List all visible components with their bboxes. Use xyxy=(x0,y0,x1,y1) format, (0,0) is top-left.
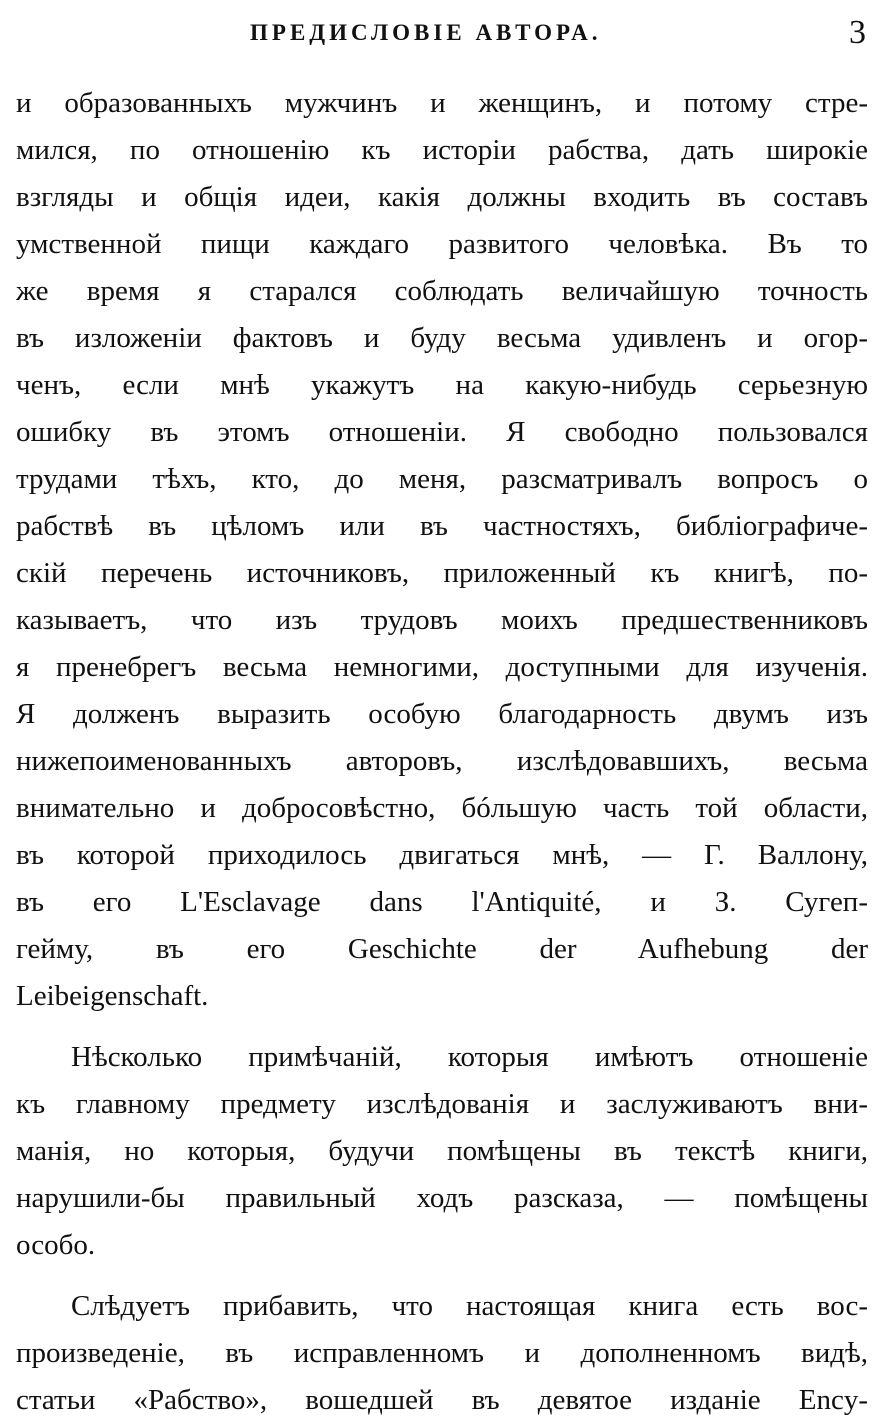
text-line: я пренебрегъ весьма немногими, доступными для изученія. xyxy=(16,651,868,683)
body-text xyxy=(16,80,868,1424)
text-line: манія, но которыя, будучи помѣщены въ текстѣ книги, xyxy=(16,1135,868,1167)
text-line: Слѣдуетъ прибавить, что настоящая книга есть вос- xyxy=(71,1290,868,1322)
text-line: взгляды и общія идеи, какія должны входить въ составъ xyxy=(16,181,868,213)
text-line: нижепоименованныхъ авторовъ, изслѣдовавшихъ, весьма xyxy=(16,745,868,777)
text-line: и образованныхъ мужчинъ и женщинъ, и потому стре- xyxy=(16,87,868,119)
text-line: статьи «Рабство», вошедшей въ девятое изданіе Ency- xyxy=(16,1384,868,1416)
text-line: Я долженъ выразить особую благодарность двумъ изъ xyxy=(16,698,868,730)
running-header xyxy=(0,14,884,54)
text-line: произведеніе, въ исправленномъ и дополненномъ видѣ, xyxy=(16,1337,868,1369)
paragraph-3 xyxy=(16,1283,868,1424)
text-line: къ главному предмету изслѣдованія и заслуживаютъ вни- xyxy=(16,1088,868,1120)
text-line: внимательно и добросовѣстно, бóльшую часть той области, xyxy=(16,792,868,824)
paragraph-gap xyxy=(16,1020,868,1034)
text-line: Leibeigenschaft. xyxy=(16,980,209,1012)
running-header-title: ПРЕДИСЛОВІЕ АВТОРА. xyxy=(250,20,602,45)
text-line: нарушили-бы правильный ходъ разсказа, — помѣщены xyxy=(16,1182,868,1214)
text-line: скій перечень источниковъ, приложенный къ книгѣ, по- xyxy=(16,557,868,589)
text-line: гейму, въ его Geschichte der Aufhebung der xyxy=(16,933,868,965)
paragraph-gap xyxy=(16,1269,868,1283)
text-line: особо. xyxy=(16,1229,96,1261)
text-line: же время я старался соблюдать величайшую точность xyxy=(16,275,868,307)
text-line: ошибку въ этомъ отношеніи. Я свободно пользовался xyxy=(16,416,868,448)
text-line: въ его L'Esclavage dans l'Antiquité, и З. Сугеп- xyxy=(16,886,868,918)
text-line: въ изложеніи фактовъ и буду весьма удивленъ и огор- xyxy=(16,322,868,354)
text-line: умственной пищи каждаго развитого человѣка. Въ то xyxy=(16,228,868,260)
text-line: трудами тѣхъ, кто, до меня, разсматривалъ вопросъ о xyxy=(16,463,868,495)
paragraph-1 xyxy=(16,80,868,1020)
paragraph-2 xyxy=(16,1034,868,1269)
text-line: мился, по отношенію къ исторіи рабства, дать широкіе xyxy=(16,134,868,166)
text-line: ченъ, если мнѣ укажутъ на какую-нибудь серьезную xyxy=(16,369,868,401)
page-number: 3 xyxy=(849,14,866,51)
text-line: въ которой приходилось двигаться мнѣ, — Г. Валлону, xyxy=(16,839,868,871)
text-line: казываетъ, что изъ трудовъ моихъ предшественниковъ xyxy=(16,604,868,636)
text-line: рабствѣ въ цѣломъ или въ частностяхъ, библіографиче- xyxy=(16,510,868,542)
text-line: Нѣсколько примѣчаній, которыя имѣютъ отношеніе xyxy=(71,1041,868,1073)
